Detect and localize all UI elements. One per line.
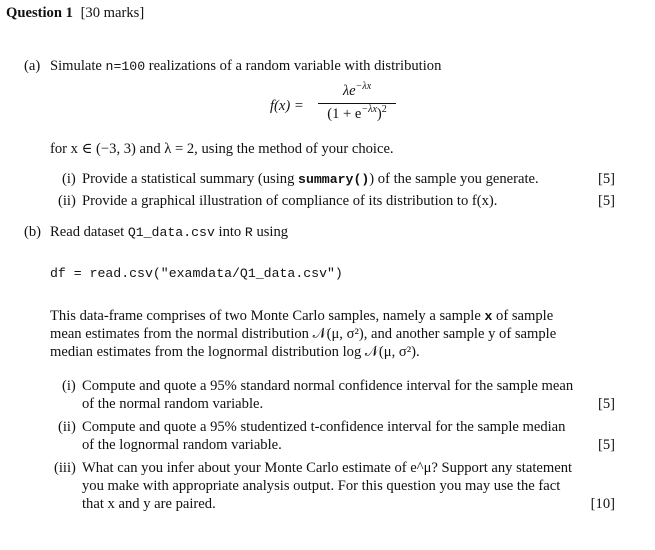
part-a-intro-post: realizations of a random variable with distribution [145, 58, 442, 74]
part-b-item-2-label: (ii) [58, 419, 76, 435]
part-a-condition: for x ∈ (−3, 3) and λ = 2, using the method of your choice. [50, 141, 394, 157]
part-a-intro [50, 57, 441, 76]
formula-num-exp: −λx [355, 81, 372, 92]
part-b-item-3-line-2: you make with appropriate analysis output. For this question you may use the fact [82, 478, 561, 494]
formula-num: λe [342, 83, 356, 99]
part-b-item-1-label: (i) [62, 378, 76, 394]
question-marks: [30 marks] [80, 5, 145, 21]
formula-den-close: ) [376, 106, 382, 122]
part-a-item-2-marks: [5] [597, 193, 615, 209]
formula-lhs: f(x) = [270, 98, 304, 114]
part-b-item-3-line-1: What can you infer about your Monte Carlo estimate of e^μ? Support any statement [82, 460, 573, 476]
part-b-intro [50, 223, 288, 242]
part-a-intro-code: n=100 [105, 59, 146, 74]
part-b-intro-code2: R [244, 225, 253, 240]
part-a-item-2-text: Provide a graphical illustration of compliance of its distribution to f(x). [82, 193, 498, 209]
part-b-para-line-1a: This data-frame comprises of two Monte Carlo samples, namely a sample [50, 308, 485, 324]
part-b-intro-pre: Read dataset [50, 224, 128, 240]
part-b-para-line-1b: of sample [492, 308, 554, 324]
part-a-item-1-label: (i) [62, 171, 76, 187]
formula-den-exp: −λx [361, 104, 377, 115]
part-b-item-1-line-1: Compute and quote a 95% standard normal confidence interval for the sample mean [82, 378, 574, 394]
part-b-intro-post: using [252, 224, 289, 240]
part-b-item-3-label: (iii) [54, 460, 76, 476]
question-title: Question 1 [6, 5, 73, 21]
part-b-para-line-2: mean estimates from the normal distribution 𝒩(μ, σ²), and another sample y of sample [50, 326, 557, 342]
part-b-item-3-line-3: that x and y are paired. [82, 496, 216, 512]
part-a-item-1-post: ) of the sample you generate. [369, 171, 539, 187]
part-b-item-3-marks: [10] [590, 496, 615, 512]
part-a-item-1-text [82, 170, 539, 189]
part-a-item-1-code: summary() [298, 172, 370, 187]
part-b-label: (b) [24, 224, 42, 240]
part-a-label: (a) [24, 58, 41, 74]
part-a-item-1-marks: [5] [597, 171, 615, 187]
part-b-para-var-x: x [484, 309, 493, 324]
formula-fraction [318, 82, 396, 125]
part-b-item-2-line-1: Compute and quote a 95% studentized t-confidence interval for the sample median [82, 419, 566, 435]
part-a-item-1-pre: Provide a statistical summary (using [82, 171, 299, 187]
part-a-intro-pre: Simulate [50, 58, 106, 74]
code-line: df = read.csv("examdata/Q1_data.csv") [50, 266, 343, 281]
question-header [6, 4, 144, 22]
part-b-para-line-1 [50, 307, 553, 326]
formula-den: (1 + e [327, 106, 362, 122]
formula-denominator [318, 105, 396, 125]
formula-numerator [318, 82, 396, 102]
part-b-intro-mid: into [214, 224, 245, 240]
part-b-item-2-marks: [5] [597, 437, 615, 453]
part-b-item-1-line-2: of the normal random variable. [82, 396, 264, 412]
part-b-item-1-marks: [5] [597, 396, 615, 412]
part-b-para-line-3: median estimates from the lognormal distribution log 𝒩(μ, σ²). [50, 344, 420, 360]
part-b-item-2-line-2: of the lognormal random variable. [82, 437, 282, 453]
part-b-intro-code1: Q1_data.csv [127, 225, 215, 240]
formula-den-sq: 2 [381, 104, 387, 115]
part-a-item-2-label: (ii) [58, 193, 76, 209]
